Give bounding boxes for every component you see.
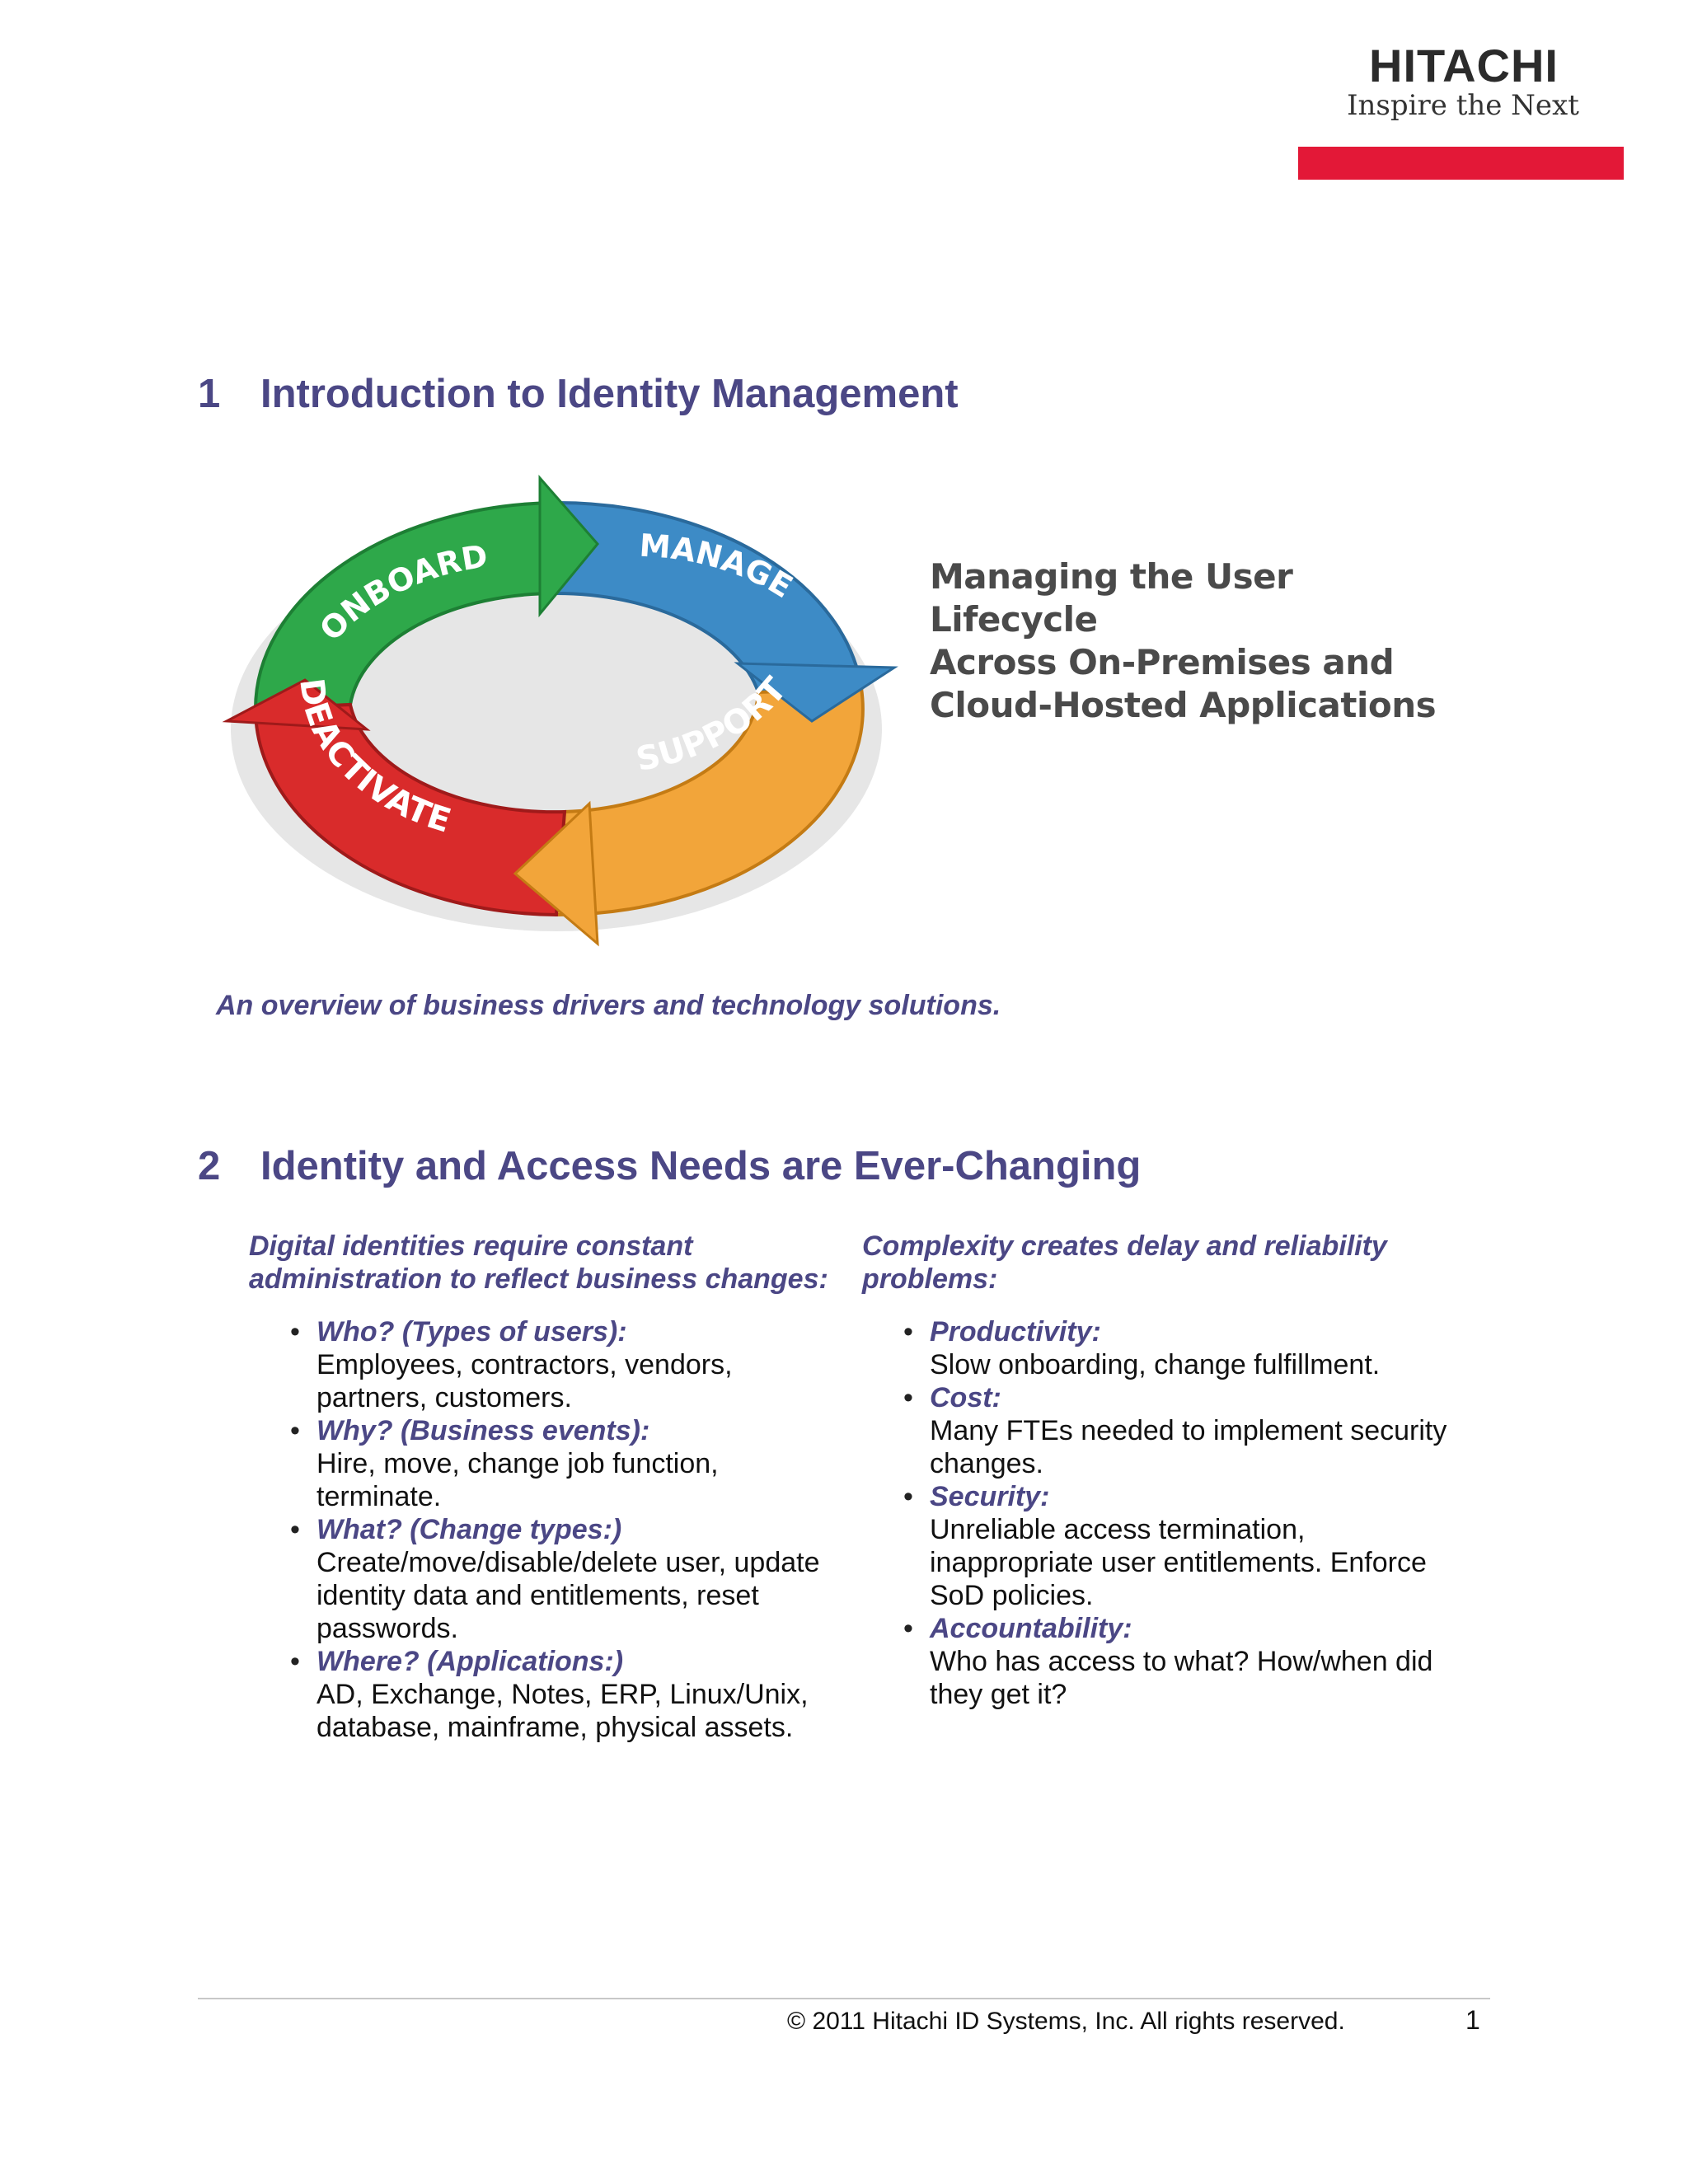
section-2-heading [198,1141,1141,1191]
bullet-term: What? (Change types:) [316,1514,622,1545]
bullet-icon: • [903,1382,913,1413]
bullet-icon: • [290,1415,300,1446]
section-1-title: Introduction to Identity Management [260,372,959,416]
bullet-description: Unreliable access termination, inappropriate user entitlements. Enforce SoD policies. [930,1514,1427,1611]
list-item [249,1414,842,1513]
bullet-description: Hire, move, change job function, terminate. [316,1448,719,1512]
bullet-term: Productivity: [930,1316,1101,1347]
list-item [249,1315,842,1414]
bullet-icon: • [290,1646,300,1677]
section-2-number: 2 [198,1144,221,1188]
bullet-description: Many FTEs needed to implement security changes. [930,1415,1447,1479]
user-lifecycle-cycle-graphic [210,457,903,952]
bullet-term: Where? (Applications:) [316,1646,624,1677]
bullet-icon: • [903,1613,913,1644]
section-1-number: 1 [198,372,221,416]
right-column [862,1230,1456,1711]
lifecycle-title-line: Across On-Premises and [930,642,1395,682]
hitachi-logo-tagline: Inspire the Next [1347,89,1579,122]
left-column-heading: Digital identities require constant administration to reflect business changes: [249,1230,828,1295]
right-bullet-list [862,1315,1456,1711]
bullet-icon: • [903,1481,913,1512]
section-2-title: Identity and Access Needs are Ever-Changing [260,1144,1142,1188]
lifecycle-title [930,555,1457,727]
section-1-heading [198,369,959,419]
list-item [249,1513,842,1645]
copyright-notice: © 2011 Hitachi ID Systems, Inc. All rights reserved. [787,2008,1345,2035]
bullet-description: Who has access to what? How/when did they get it? [930,1646,1433,1710]
manage-label: MANAGE [638,527,799,606]
bullet-term: Cost: [930,1382,1001,1413]
list-item [862,1381,1456,1480]
lifecycle-title-line: Managing the User Lifecycle [930,556,1293,640]
overview-caption: An overview of business drivers and technology solutions. [216,990,1001,1021]
hitachi-logo-wordmark: HITACHI [1369,40,1559,91]
bullet-term: Security: [930,1481,1050,1512]
lifecycle-title-line: Cloud-Hosted Applications [930,685,1437,725]
bullet-term: Who? (Types of users): [316,1316,627,1347]
left-bullet-list [249,1315,842,1744]
brand-red-bar [1298,147,1624,180]
bullet-term: Why? (Business events): [316,1415,650,1446]
left-column [249,1230,842,1744]
bullet-description: AD, Exchange, Notes, ERP, Linux/Unix, database, mainframe, physical assets. [316,1679,809,1743]
bullet-icon: • [290,1316,300,1347]
bullet-term: Accountability: [930,1613,1132,1644]
list-item [249,1645,842,1744]
bullet-description: Employees, contractors, vendors, partners, customers. [316,1349,733,1413]
support-label: SUPPORT [633,670,795,780]
footer-divider [198,1998,1490,1999]
page-number: 1 [1465,2005,1480,2035]
list-item [862,1315,1456,1381]
right-column-heading: Complexity creates delay and reliability problems: [862,1230,1387,1295]
bullet-icon: • [903,1316,913,1347]
list-item [862,1612,1456,1711]
bullet-icon: • [290,1514,300,1545]
list-item [862,1480,1456,1612]
bullet-description: Slow onboarding, change fulfillment. [930,1349,1381,1380]
deactivate-label: DEACTIVATE [292,676,456,841]
onboard-label: ONBOARD [312,537,490,649]
bullet-description: Create/move/disable/delete user, update identity data and entitlements, reset passwords. [316,1547,820,1644]
